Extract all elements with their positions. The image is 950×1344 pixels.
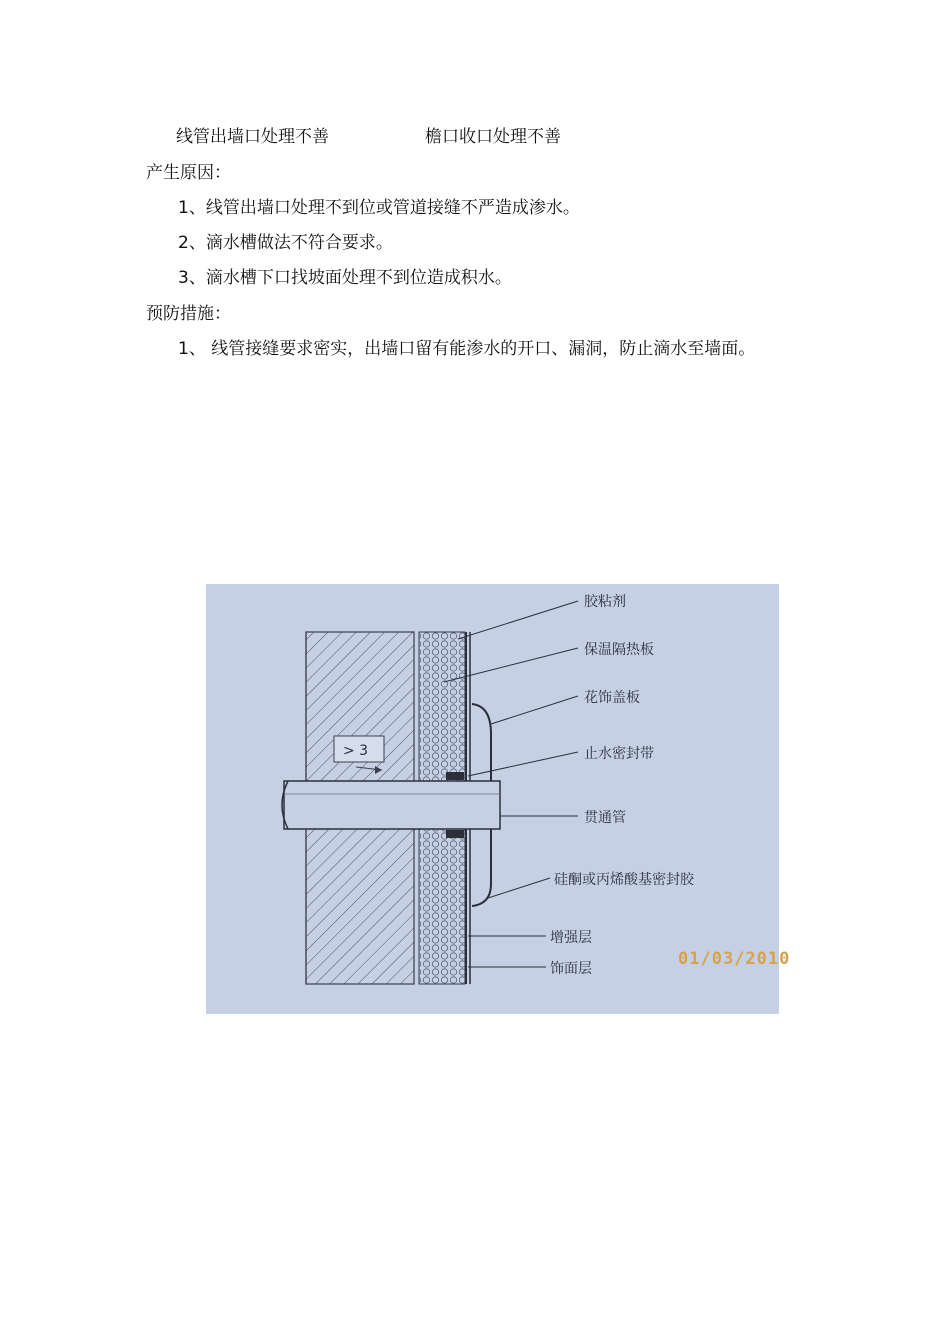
label-insulation-board: 保温隔热板	[584, 642, 654, 658]
dimension-label: > 3	[343, 743, 369, 759]
label-through-pipe: 贯通管	[584, 810, 626, 826]
caption-pipe-outlet: 线管出墙口处理不善	[176, 127, 329, 147]
cause-item-3: 3、滴水槽下口找坡面处理不到位造成积水。	[178, 268, 512, 288]
seal-tape-lower	[446, 830, 464, 838]
label-finish-layer: 饰面层	[550, 961, 592, 977]
cause-item-1: 1、线管出墙口处理不到位或管道接缝不严造成渗水。	[178, 198, 580, 218]
label-reinforcement-layer: 增强层	[550, 930, 592, 946]
label-cover-plate: 花饰盖板	[584, 690, 640, 706]
prevention-heading: 预防措施：	[146, 304, 231, 324]
prevention-item-1: 1、 线管接缝要求密实，出墙口留有能渗水的开口、漏洞，防止滴水至墙面。	[178, 339, 756, 359]
label-adhesive: 胶粘剂	[584, 594, 626, 610]
caption-eave-closure: 檐口收口处理不善	[425, 127, 561, 147]
causes-heading: 产生原因：	[146, 163, 231, 183]
photo-timestamp: 01/03/2010	[678, 949, 791, 969]
cause-item-2: 2、滴水槽做法不符合要求。	[178, 233, 393, 253]
label-sealant: 硅酮或丙烯酸基密封胶	[554, 872, 694, 888]
wall-pipe-detail-photo	[206, 584, 791, 1014]
label-seal-tape: 止水密封带	[584, 746, 654, 762]
seal-tape-upper	[446, 772, 464, 780]
through-pipe	[282, 781, 500, 829]
